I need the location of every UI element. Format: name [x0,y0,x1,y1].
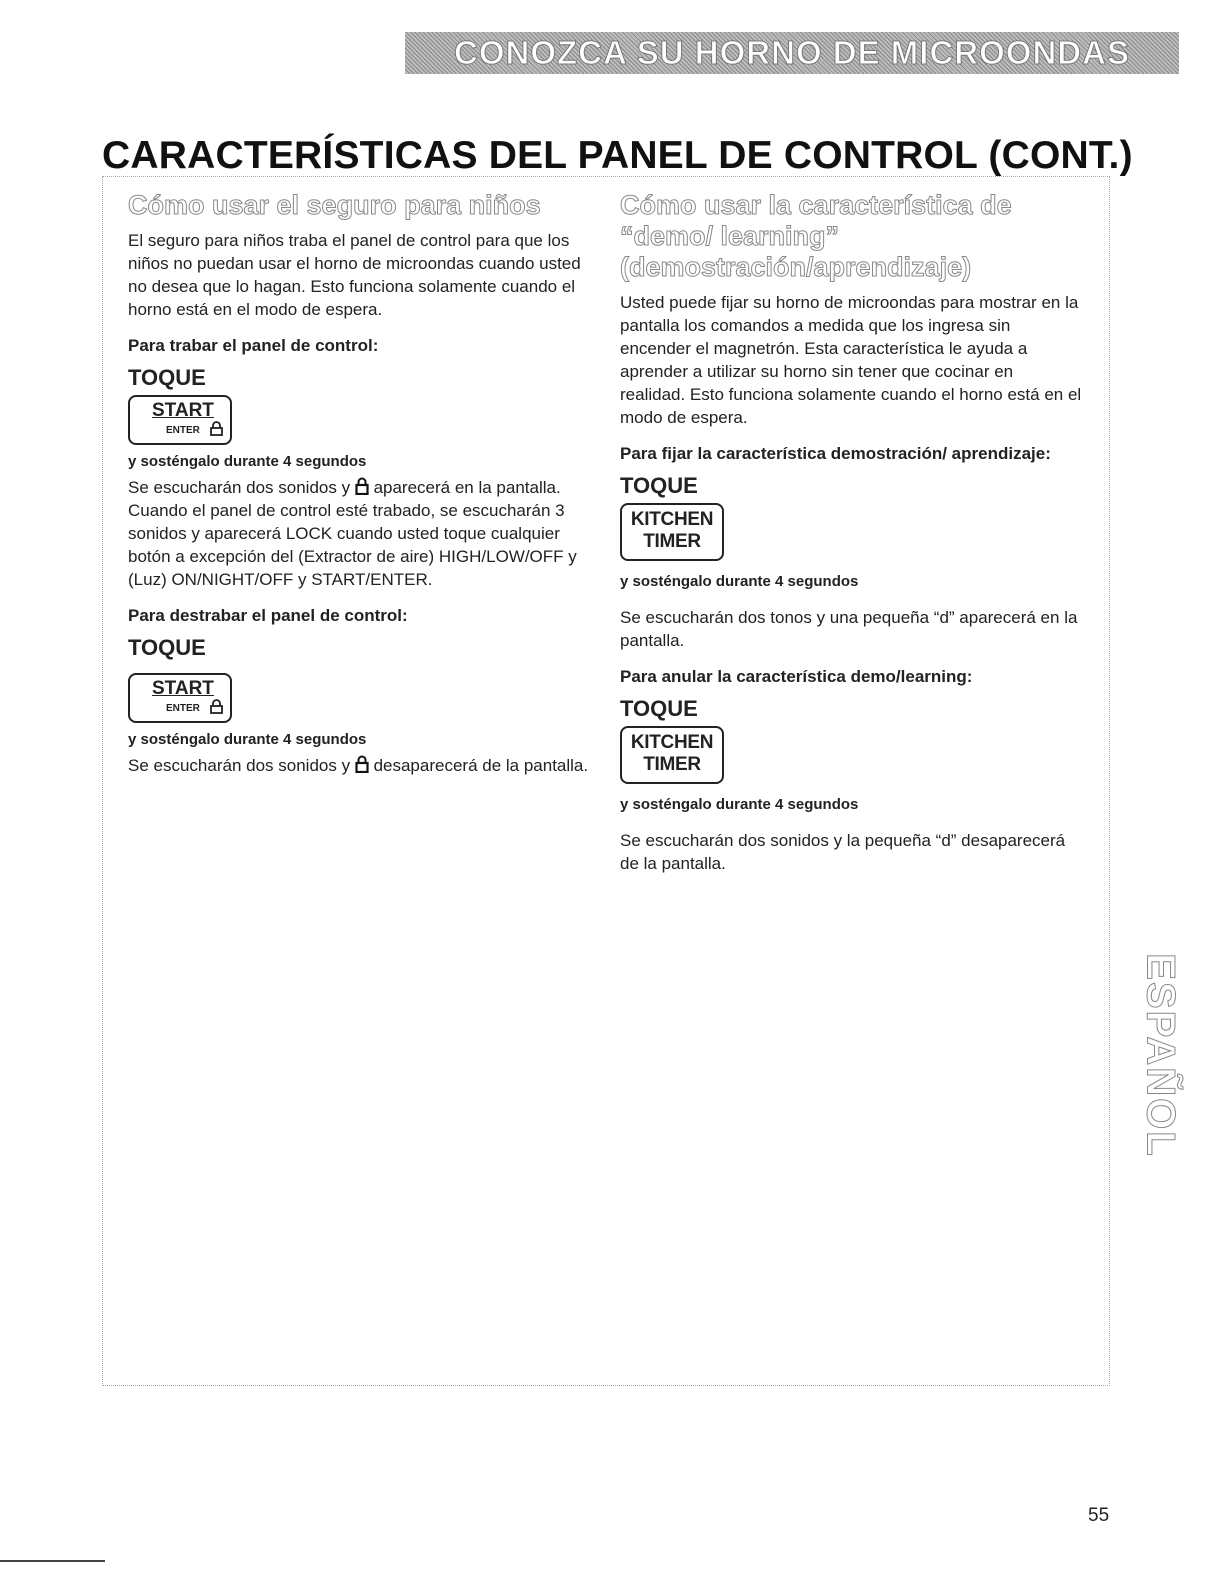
lock-text-part-a: Se escucharán dos sonidos y [128,478,351,497]
start-enter-key-icon [128,395,232,445]
key-label-enter: ENTER [166,703,200,714]
touch-label: TOQUE [128,635,206,660]
demo-learning-intro: Usted puede fijar su horno de microondas para mostrar en la pantalla los comandos a medida que los ingresa sin encender el magnetrón. Esta característica le ayuda a aprender a utilizar su horno sin tener que cocinar en realidad. Esto funciona solamente cuando el horno está en el modo de espera. [620,293,1082,427]
kitchen-timer-key-icon [620,726,724,784]
demo-learning-column [620,190,1082,875]
section-banner [405,32,1179,74]
key-label-start: START [152,400,214,421]
cancel-demo-subheading: Para anular la característica demo/learning: [620,667,973,686]
unlock-result-text [128,754,590,777]
lock-icon [355,755,369,773]
bottom-rule [0,1560,105,1562]
key-label-kitchen: KITCHEN [630,509,714,530]
language-label: ESPAÑOL [1138,952,1183,1158]
hold-instruction: y sosténgalo durante 4 segundos [620,573,859,590]
unlock-text-part-b: desaparecerá de la pantalla. [373,756,589,775]
touch-label: TOQUE [128,365,206,390]
set-demo-result-text: Se escucharán dos tonos y una pequeña “d” aparecerá en la pantalla. [620,608,1078,650]
hold-instruction: y sosténgalo durante 4 segundos [128,453,367,470]
key-label-kitchen: KITCHEN [630,732,714,753]
set-demo-subheading: Para fijar la característica demostración/ aprendizaje: [620,444,1051,463]
key-label-enter: ENTER [166,425,200,436]
child-lock-heading: Cómo usar el seguro para niños [128,190,541,220]
lock-icon [355,477,369,495]
demo-learning-heading: Cómo usar la característica de “demo/ learning” (demostración/aprendizaje) [620,190,1012,282]
banner-text: CONOZCA SU HORNO DE MICROONDAS [454,34,1130,71]
lock-result-text [128,476,590,591]
hold-instruction: y sosténgalo durante 4 segundos [128,731,367,748]
page-number: 55 [1088,1505,1110,1526]
lock-icon [210,699,223,714]
key-label-timer: TIMER [643,754,701,775]
key-label-timer: TIMER [643,531,701,552]
page-title: CARACTERÍSTICAS DEL PANEL DE CONTROL (CONT.) [102,134,1133,177]
lock-text-part-b: aparecerá en la pantalla. Cuando el panel de control esté trabado, se escucharán 3 sonidos y aparecerá LOCK cuando usted toque cualquier botón a excepción del (Extractor de aire) HIGH/LOW/OFF y (Luz) ON/NIGHT/OFF y START/ENTER. [128,478,577,589]
kitchen-timer-key-icon [620,503,724,561]
lock-icon [210,421,223,436]
child-lock-intro: El seguro para niños traba el panel de control para que los niños no puedan usar el horno de microondas cuando usted no desea que lo hagan. Esto funciona solamente cuando el horno está en el modo de espera. [128,231,581,319]
start-enter-key-icon [128,673,232,723]
cancel-demo-result-text: Se escucharán dos sonidos y la pequeña “d” desaparecerá de la pantalla. [620,831,1066,873]
touch-label: TOQUE [620,473,698,498]
lock-subheading: Para trabar el panel de control: [128,336,379,355]
touch-label: TOQUE [620,696,698,721]
unlock-text-part-a: Se escucharán dos sonidos y [128,756,351,775]
unlock-subheading: Para destrabar el panel de control: [128,606,408,625]
key-label-start: START [152,678,214,699]
child-lock-column [128,190,590,777]
language-side-tab [1138,940,1183,1170]
hold-instruction: y sosténgalo durante 4 segundos [620,796,859,813]
